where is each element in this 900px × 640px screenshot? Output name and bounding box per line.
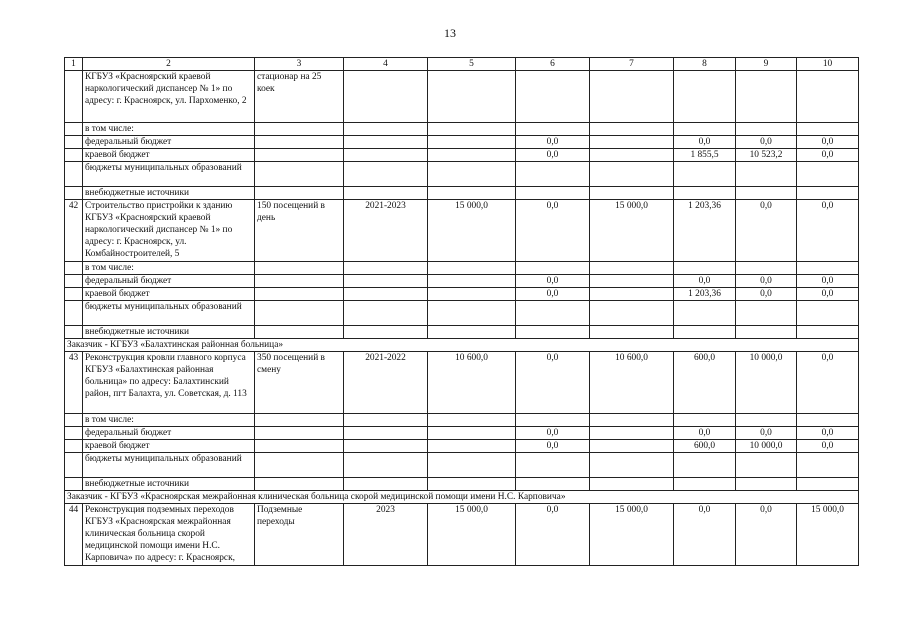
funding-value-col6 [516,162,590,187]
table-cell [428,262,516,275]
funding-row [65,288,859,301]
table-cell [255,440,344,453]
funding-row [65,275,859,288]
funding-source-label: бюджеты муниципальных образований [83,301,255,326]
table-cell [590,136,674,149]
table-cell [428,414,516,427]
object-value-col8: 0,0 [674,504,736,566]
table-cell [255,275,344,288]
object-row [65,71,859,123]
funding-row [65,149,859,162]
object-capacity: Подземные переходы [255,504,344,566]
row-number [65,440,83,453]
object-value-col10: 0,0 [797,352,859,414]
object-capacity: стационар на 25 коек [255,71,344,123]
table-cell [255,123,344,136]
table-cell [344,326,428,339]
funding-value-col9 [736,453,797,478]
funding-value-col6 [516,478,590,491]
object-name: Реконструкция кровли главного корпуса КГБУЗ «Балахтинская районная больница» по адресу: Балахтинский район, пгт Балахта, ул. Советская, д. 113 [83,352,255,414]
funding-value-col9 [736,301,797,326]
table-cell [255,262,344,275]
funding-value-col9 [736,123,797,136]
funding-value-col9 [736,162,797,187]
row-number [65,262,83,275]
table-cell [590,478,674,491]
funding-value-col9: 0,0 [736,427,797,440]
object-value-col8: 600,0 [674,352,736,414]
object-value-col6: 0,0 [516,504,590,566]
funding-value-col10 [797,123,859,136]
column-number: 1 [65,58,83,71]
funding-row [65,414,859,427]
column-number-row [65,58,859,71]
column-number: 6 [516,58,590,71]
table-cell [344,427,428,440]
funding-row [65,427,859,440]
row-number: 42 [65,200,83,262]
object-value-col7: 15 000,0 [590,200,674,262]
column-number: 8 [674,58,736,71]
table-cell [428,275,516,288]
funding-value-col10 [797,262,859,275]
funding-source-label: внебюджетные источники [83,326,255,339]
funding-value-col6: 0,0 [516,149,590,162]
funding-row [65,301,859,326]
object-value-col7: 10 600,0 [590,352,674,414]
object-value-col6: 0,0 [516,200,590,262]
funding-source-label: внебюджетные источники [83,187,255,200]
funding-value-col6: 0,0 [516,136,590,149]
funding-value-col6 [516,262,590,275]
funding-value-col10 [797,326,859,339]
funding-value-col9: 0,0 [736,275,797,288]
funding-value-col8: 0,0 [674,136,736,149]
object-period: 2023 [344,504,428,566]
funding-value-col10 [797,414,859,427]
funding-source-label: в том числе: [83,262,255,275]
table-cell [590,149,674,162]
row-number [65,301,83,326]
table-cell [428,136,516,149]
table-cell [255,414,344,427]
column-number: 10 [797,58,859,71]
funding-value-col8 [674,326,736,339]
table-cell [428,427,516,440]
funding-source-label: бюджеты муниципальных образований [83,453,255,478]
row-number [65,149,83,162]
object-value-col9: 0,0 [736,504,797,566]
funding-value-col8 [674,123,736,136]
funding-value-col8: 1 855,5 [674,149,736,162]
table-cell [590,262,674,275]
table-cell [590,427,674,440]
table-cell [255,427,344,440]
funding-value-col9 [736,478,797,491]
table-cell [428,326,516,339]
funding-source-label: краевой бюджет [83,149,255,162]
funding-value-col6: 0,0 [516,440,590,453]
customer-label: Заказчик - КГБУЗ «Красноярская межрайонная клиническая больница скорой медицинской помощи имени Н.С. Карповича» [65,491,859,504]
funding-row [65,440,859,453]
funding-value-col8 [674,453,736,478]
table-cell [590,453,674,478]
column-number: 9 [736,58,797,71]
table-cell [255,453,344,478]
funding-row [65,162,859,187]
table-cell [344,453,428,478]
table-cell [344,440,428,453]
funding-value-col8: 1 203,36 [674,288,736,301]
object-cost: 15 000,0 [428,200,516,262]
object-value-col9: 0,0 [736,200,797,262]
table-cell [428,478,516,491]
funding-value-col8: 600,0 [674,440,736,453]
table-cell [255,136,344,149]
object-name: Реконструкция подземных переходов КГБУЗ «Красноярская межрайонная клиническая больница скорой медицинской помощи имени Н.С. Карповича» по адресу: г. Красноярск, [83,504,255,566]
funding-row [65,478,859,491]
customer-label: Заказчик - КГБУЗ «Балахтинская районная больница» [65,339,859,352]
funding-source-label: федеральный бюджет [83,275,255,288]
table-cell [590,288,674,301]
funding-value-col8 [674,262,736,275]
page-number: 13 [444,26,456,40]
funding-value-col10 [797,187,859,200]
funding-source-label: краевой бюджет [83,440,255,453]
row-number: 43 [65,352,83,414]
funding-value-col6 [516,326,590,339]
funding-value-col9 [736,414,797,427]
table-body [65,58,859,566]
table-cell [590,301,674,326]
table-cell [344,162,428,187]
funding-value-col9: 0,0 [736,288,797,301]
row-number [65,427,83,440]
object-name: Строительство пристройки к зданию КГБУЗ «Красноярский краевой наркологический диспансер № 1» по адресу: г. Красноярск, ул. Комбайностроителей, 5 [83,200,255,262]
table-cell [428,288,516,301]
funding-row [65,326,859,339]
object-value-col10: 15 000,0 [797,504,859,566]
funding-row [65,262,859,275]
funding-value-col10: 0,0 [797,427,859,440]
object-period: 2021-2022 [344,352,428,414]
funding-value-col8 [674,414,736,427]
funding-value-col6 [516,453,590,478]
funding-value-col6: 0,0 [516,288,590,301]
table-cell [344,136,428,149]
funding-value-col10 [797,301,859,326]
table-cell [255,187,344,200]
object-name: КГБУЗ «Красноярский краевой наркологический диспансер № 1» по адресу: г. Красноярск, ул. Пархоменко, 2 [83,71,255,123]
column-number: 4 [344,58,428,71]
row-number [65,162,83,187]
funding-row [65,123,859,136]
column-number: 5 [428,58,516,71]
funding-value-col6 [516,187,590,200]
funding-value-col10 [797,453,859,478]
funding-value-col6 [516,414,590,427]
table-cell [590,440,674,453]
funding-value-col6 [516,301,590,326]
table-cell [344,187,428,200]
table-cell [590,275,674,288]
funding-source-label: краевой бюджет [83,288,255,301]
table-cell [344,123,428,136]
funding-row [65,187,859,200]
object-value-col10: 0,0 [797,200,859,262]
funding-value-col8 [674,301,736,326]
funding-value-col6: 0,0 [516,427,590,440]
funding-value-col8 [674,187,736,200]
funding-value-col10: 0,0 [797,288,859,301]
table-cell [428,440,516,453]
table-cell [255,478,344,491]
object-value-col8: 1 203,36 [674,200,736,262]
table-cell [428,162,516,187]
object-value-col9: 10 000,0 [736,352,797,414]
table-cell [428,301,516,326]
table-cell [344,414,428,427]
table-cell [344,301,428,326]
funding-value-col9 [736,262,797,275]
object-capacity: 150 посещений в день [255,200,344,262]
table-cell [428,123,516,136]
row-number [65,123,83,136]
table-cell [428,149,516,162]
funding-value-col8 [674,478,736,491]
table-cell [255,288,344,301]
row-number [65,288,83,301]
customer-row [65,491,859,504]
funding-value-col10: 0,0 [797,275,859,288]
row-number [65,453,83,478]
funding-row [65,453,859,478]
funding-value-col10: 0,0 [797,440,859,453]
table-cell [344,478,428,491]
funding-value-col10 [797,478,859,491]
table-cell [590,326,674,339]
row-number [65,478,83,491]
object-cost: 15 000,0 [428,504,516,566]
object-value-col6: 0,0 [516,352,590,414]
object-capacity: 350 посещений в смену [255,352,344,414]
table-cell [590,123,674,136]
table-cell [255,326,344,339]
funding-source-label: бюджеты муниципальных образований [83,162,255,187]
funding-value-col6 [516,123,590,136]
funding-source-label: в том числе: [83,414,255,427]
funding-value-col8 [674,162,736,187]
column-number: 7 [590,58,674,71]
column-number: 3 [255,58,344,71]
table-cell [255,149,344,162]
row-number [65,71,83,123]
funding-value-col8: 0,0 [674,275,736,288]
column-number: 2 [83,58,255,71]
funding-value-col9: 10 000,0 [736,440,797,453]
funding-value-col10 [797,162,859,187]
funding-value-col10: 0,0 [797,136,859,149]
object-period: 2021-2023 [344,200,428,262]
table-cell [590,187,674,200]
object-value-col7: 15 000,0 [590,504,674,566]
row-number: 44 [65,504,83,566]
funding-row [65,136,859,149]
funding-value-col9: 0,0 [736,136,797,149]
funding-value-col6: 0,0 [516,275,590,288]
customer-row [65,339,859,352]
funding-source-label: в том числе: [83,123,255,136]
table-cell [344,288,428,301]
funding-value-col8: 0,0 [674,427,736,440]
table-cell [344,275,428,288]
table-cell [255,301,344,326]
row-number [65,275,83,288]
row-number [65,414,83,427]
object-row [65,352,859,414]
funding-source-label: федеральный бюджет [83,136,255,149]
table-cell [428,187,516,200]
funding-value-col10: 0,0 [797,149,859,162]
funding-source-label: федеральный бюджет [83,427,255,440]
object-row [65,200,859,262]
row-number [65,136,83,149]
funding-source-label: внебюджетные источники [83,478,255,491]
table-cell [344,262,428,275]
table-cell [428,453,516,478]
object-row [65,504,859,566]
table-cell [590,162,674,187]
funding-value-col9: 10 523,2 [736,149,797,162]
table-cell [590,414,674,427]
funding-value-col9 [736,187,797,200]
investment-table [64,57,859,566]
table-cell [255,162,344,187]
row-number [65,326,83,339]
funding-value-col9 [736,326,797,339]
table-cell [344,149,428,162]
object-cost: 10 600,0 [428,352,516,414]
row-number [65,187,83,200]
